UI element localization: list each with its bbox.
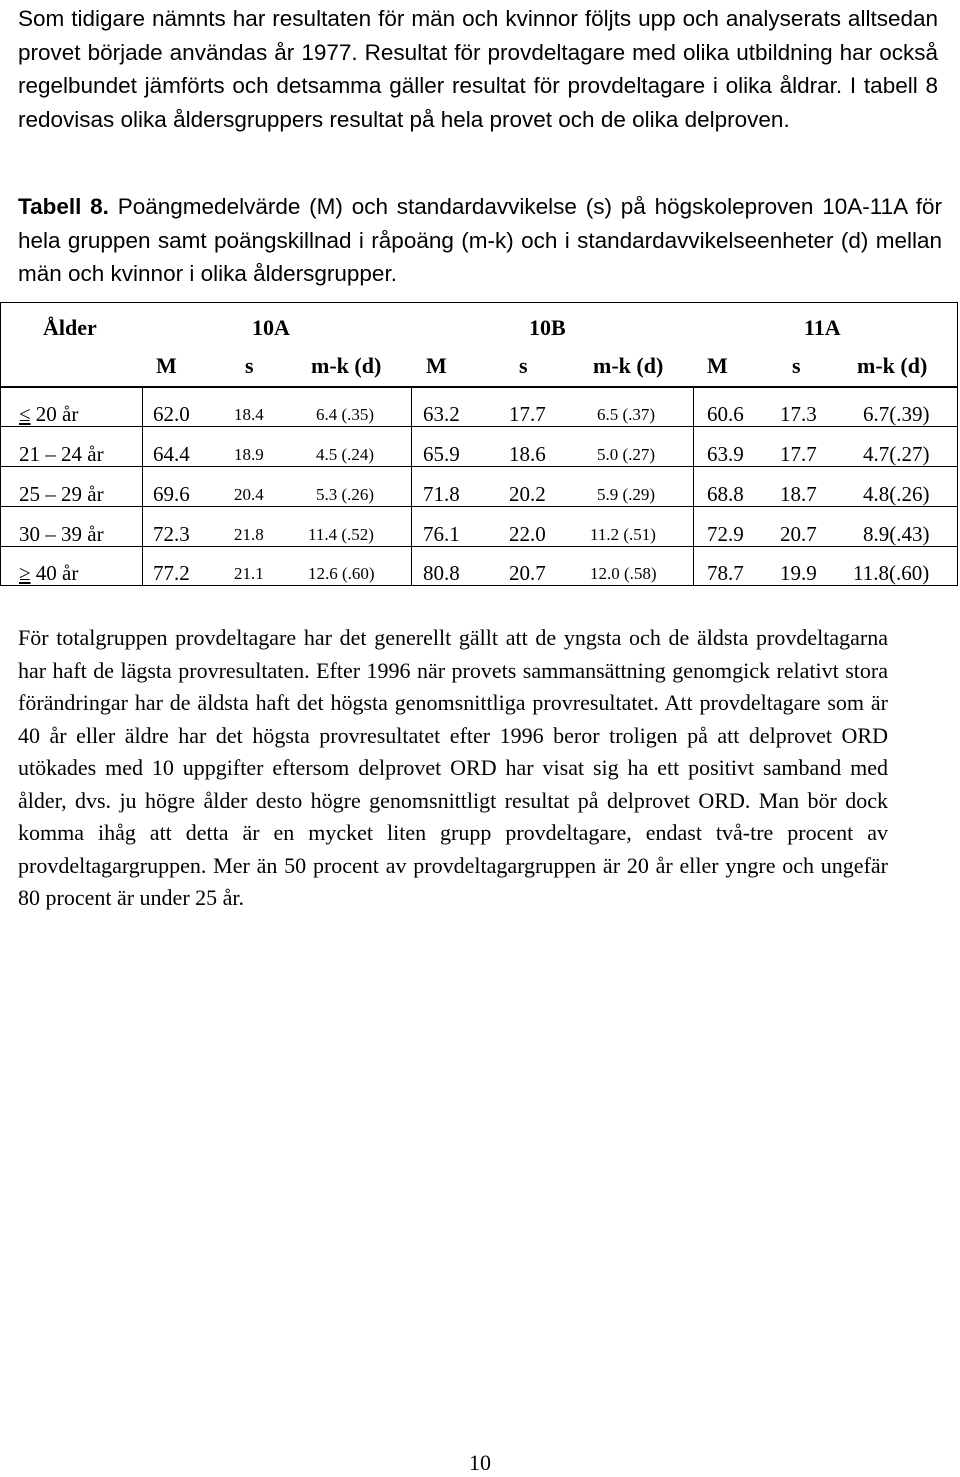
cell-11a-s: 17.3 bbox=[780, 402, 817, 426]
cell-10b-mk: 5.9 (.29) bbox=[597, 485, 656, 504]
cell-10a-m: 62.0 bbox=[153, 402, 190, 426]
cell-11a-m: 72.9 bbox=[707, 522, 744, 546]
cell-10a-s: 18.9 bbox=[234, 445, 264, 464]
age-prefix: ≥ bbox=[19, 561, 31, 585]
cell-10a-mk: 6.4 (.35) bbox=[316, 405, 375, 424]
cell-10a-s: 20.4 bbox=[234, 485, 264, 504]
cell-11a-s: 20.7 bbox=[780, 522, 817, 546]
cell-11a-m: 63.9 bbox=[707, 442, 744, 466]
cell-10a-s: 21.1 bbox=[234, 564, 264, 583]
cell-10a-s: 18.4 bbox=[234, 405, 264, 424]
age-prefix: ≤ bbox=[19, 402, 31, 426]
cell-11a-m: 60.6 bbox=[707, 402, 744, 426]
subheader-m-10a: M bbox=[156, 353, 177, 378]
cell-10a-mk: 5.3 (.26) bbox=[316, 485, 375, 504]
results-table bbox=[0, 302, 958, 586]
cell-11a-s: 17.7 bbox=[780, 442, 817, 466]
intro-paragraph: Som tidigare nämnts har resultaten för män och kvinnor följts upp och analyserats alltsedan provet började användas år 1977. Resultat för provdeltagare med olika utbildning har också regelbundet jämförts och detsamma gäller resultat för provdeltagare i olika åldrar. I tabell 8 redovisas olika åldersgruppers resultat på hela provet och de olika delproven. bbox=[18, 6, 938, 132]
cell-10b-m: 63.2 bbox=[423, 402, 460, 426]
cell-11a-m: 78.7 bbox=[707, 561, 744, 585]
header-rule bbox=[1, 386, 957, 388]
cell-10b-mk: 6.5 (.37) bbox=[597, 405, 656, 424]
cell-10a-m: 69.6 bbox=[153, 482, 190, 506]
cell-10b-s: 22.0 bbox=[509, 522, 546, 546]
cell-11a-mk: 8.9(.43) bbox=[863, 522, 930, 546]
cell-11a-mk: 11.8(.60) bbox=[853, 561, 930, 585]
age-column-header: Ålder bbox=[43, 315, 97, 340]
cell-10b-s: 20.2 bbox=[509, 482, 546, 506]
cell-10a-mk: 4.5 (.24) bbox=[316, 445, 375, 464]
cell-11a-mk: 4.8(.26) bbox=[863, 482, 930, 506]
subheader-mk-11a: m-k (d) bbox=[857, 353, 928, 378]
cell-10a-mk: 12.6 (.60) bbox=[308, 564, 375, 583]
cell-10a-mk: 11.4 (.52) bbox=[308, 525, 374, 544]
cell-10b-m: 80.8 bbox=[423, 561, 460, 585]
age-cell: 30 – 39 år bbox=[19, 522, 104, 546]
group-header-10b: 10B bbox=[529, 315, 566, 340]
age-cell: 21 – 24 år bbox=[19, 442, 104, 466]
discussion-paragraph: För totalgruppen provdeltagare har det generellt gällt att de yngsta och de äldsta provdeltagarna har haft de lägsta provresultaten. Efter 1996 när provets sammansättning genomgick relativt stora förändringar har de äldsta haft det högsta genomsnittliga provresultatet. Att provdeltagare som är 40 år eller äldre har det högsta provresultatet efter 1996 beror troligen på att delprovet ORD utökades med 10 uppgifter eftersom delprovet ORD har visat sig ha ett positivt samband med ålder, dvs. ju högre ålder desto högre genomsnittligt resultat på delprovet ORD. Man bör dock komma ihåg att detta är en mycket liten grupp provdeltagare, endast två-tre procent av provdeltagargruppen. Mer än 50 procent av provdeltagargruppen är 20 år eller yngre och ungefär 80 procent är under 25 år. bbox=[18, 625, 888, 910]
cell-10b-s: 17.7 bbox=[509, 402, 546, 426]
cell-11a-mk: 4.7(.27) bbox=[863, 442, 930, 466]
subheader-m-11a: M bbox=[707, 353, 728, 378]
subheader-s-11a: s bbox=[792, 353, 801, 378]
cell-10b-m: 71.8 bbox=[423, 482, 460, 506]
subheader-mk-10b: m-k (d) bbox=[593, 353, 664, 378]
age-cell: ≥ 40 år bbox=[19, 561, 79, 585]
cell-10b-mk: 5.0 (.27) bbox=[597, 445, 656, 464]
subheader-s-10b: s bbox=[519, 353, 528, 378]
cell-11a-s: 19.9 bbox=[780, 561, 817, 585]
cell-11a-s: 18.7 bbox=[780, 482, 817, 506]
cell-10b-m: 65.9 bbox=[423, 442, 460, 466]
cell-10a-m: 72.3 bbox=[153, 522, 190, 546]
age-cell: 25 – 29 år bbox=[19, 482, 104, 506]
table-caption-text: Poängmedelvärde (M) och standardavvikelse (s) på högskoleproven 10A-11A för hela gruppen samt poängskillnad i råpoäng (m-k) och i standardavvikelseenheter (d) mellan män och kvinnor i olika åldersgrupper. bbox=[18, 194, 942, 286]
table-caption-label: Tabell 8. bbox=[18, 194, 109, 219]
cell-10a-m: 64.4 bbox=[153, 442, 190, 466]
cell-10b-mk: 11.2 (.51) bbox=[590, 525, 656, 544]
column-rule bbox=[142, 387, 143, 585]
age-cell: ≤ 20 år bbox=[19, 402, 79, 426]
cell-10b-s: 18.6 bbox=[509, 442, 546, 466]
subheader-s-10a: s bbox=[245, 353, 254, 378]
column-rule bbox=[693, 387, 694, 585]
cell-11a-m: 68.8 bbox=[707, 482, 744, 506]
cell-10b-mk: 12.0 (.58) bbox=[590, 564, 657, 583]
cell-10b-s: 20.7 bbox=[509, 561, 546, 585]
cell-11a-mk: 6.7(.39) bbox=[863, 402, 930, 426]
subheader-mk-10a: m-k (d) bbox=[311, 353, 382, 378]
page-number: 10 bbox=[469, 1450, 491, 1475]
cell-10a-s: 21.8 bbox=[234, 525, 264, 544]
subheader-m-10b: M bbox=[426, 353, 447, 378]
column-rule bbox=[411, 387, 412, 585]
cell-10a-m: 77.2 bbox=[153, 561, 190, 585]
cell-10b-m: 76.1 bbox=[423, 522, 460, 546]
table-caption bbox=[18, 190, 942, 291]
group-header-10a: 10A bbox=[252, 315, 290, 340]
group-header-11a: 11A bbox=[804, 315, 841, 340]
